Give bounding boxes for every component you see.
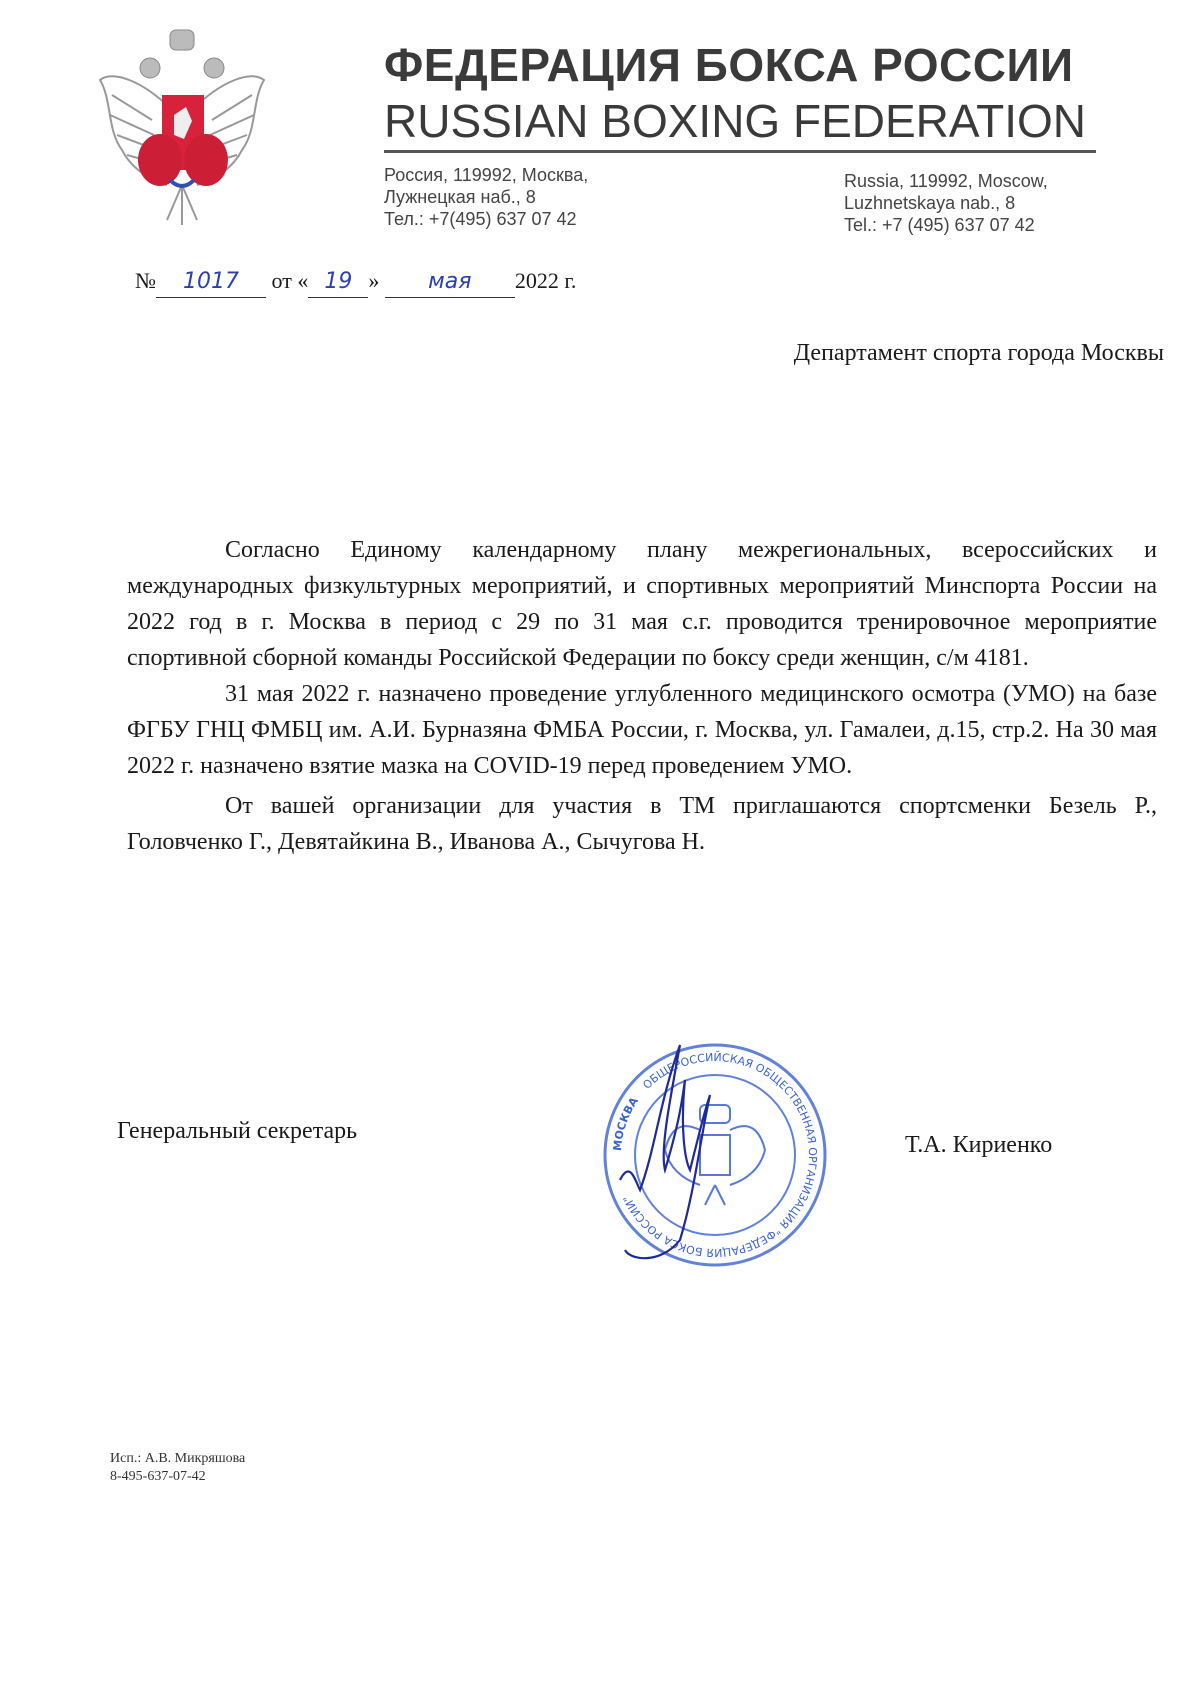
- header-divider: [384, 150, 1096, 153]
- address-en-line: Tel.: +7 (495) 637 07 42: [844, 215, 1035, 235]
- stamp-lettering: [611, 1051, 819, 1259]
- org-name-en: RUSSIAN BOXING FEDERATION: [384, 95, 1087, 147]
- address-en-line: Luzhnetskaya nab., 8: [844, 193, 1016, 213]
- paragraph: От вашей организации для участия в ТМ приглашаются спортсменки Безель Р., Головченко Г., Девятайкина В., Иванова А., Сычугова Н.: [127, 793, 1157, 855]
- from-label: от «: [271, 268, 309, 293]
- address-en: [844, 170, 1048, 236]
- registration-line: [135, 266, 576, 298]
- stamp-city: МОСКВА: [610, 1094, 641, 1152]
- registration-year: 2022 г.: [514, 268, 577, 293]
- stamp-eagle-icon: [665, 1105, 765, 1205]
- registration-day: 19: [324, 269, 353, 294]
- footer: [110, 1450, 245, 1486]
- registration-month: мая: [428, 269, 472, 294]
- address-en-line: Russia, 119992, Moscow,: [844, 171, 1048, 191]
- stamp-text: ОБЩЕРОССИЙСКАЯ ОБЩЕСТВЕННАЯ ОРГАНИЗАЦИЯ "ФЕДЕРАЦИЯ БОКСА РОССИИ": [620, 1050, 820, 1260]
- letter-body: [127, 532, 1157, 860]
- executor-phone: 8-495-637-07-42: [110, 1469, 206, 1484]
- number-label: №: [135, 268, 156, 293]
- registration-number: 1017: [183, 269, 239, 294]
- executor: Исп.: А.В. Микряшова: [110, 1451, 246, 1466]
- signatory-title: Генеральный секретарь: [117, 1118, 358, 1144]
- paragraph: 31 мая 2022 г. назначено проведение углубленного медицинского осмотра (УМО) на базе ФГБУ ГНЦ ФМБЦ им. А.И. Бурназяна ФМБА России, г. Москва, ул. Гамалеи, д.15, стр.2. На 30 мая 2022 г. назначено взятие мазка на COVID-19 перед проведением УМО.: [127, 681, 1157, 779]
- signatory-name: Т.А. Кириенко: [905, 1132, 1053, 1158]
- paragraph: Согласно Единому календарному плану межрегиональных, всероссийских и международных физкультурных мероприятий, и спортивных мероприятий Минспорта России на 2022 год в г. Москва в период с 29 по 31 мая с.г. проводится тренировочное мероприятие спортивной сборной команды Российской Федерации по боксу среди женщин, с/м 4181.: [127, 537, 1157, 671]
- address-ru-line: Тел.: +7(495) 637 07 42: [384, 209, 577, 229]
- federation-emblem: [92, 20, 272, 230]
- org-name-ru: ФЕДЕРАЦИЯ БОКСА РОССИИ: [384, 39, 1074, 91]
- address-ru-line: Лужнецкая наб., 8: [384, 187, 536, 207]
- address-ru-line: Россия, 119992, Москва,: [384, 165, 589, 185]
- addressee: Департамент спорта города Москвы: [793, 340, 1164, 366]
- close-quote: »: [368, 268, 380, 293]
- address-ru: [384, 164, 588, 230]
- official-stamp: [600, 1040, 830, 1270]
